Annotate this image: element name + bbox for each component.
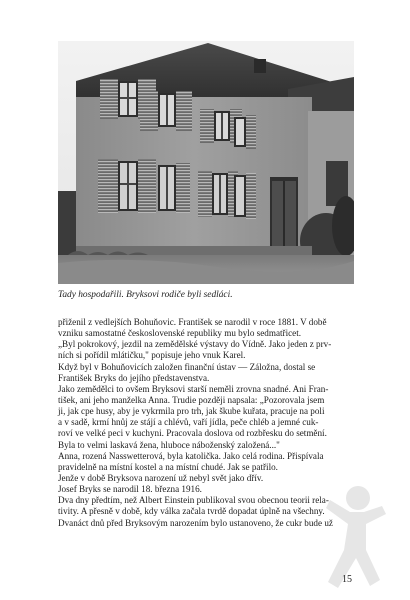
body-line: Josef Bryks se narodil 18. března 1916. bbox=[58, 484, 202, 495]
body-line: ních si pořídil mlátičku," popisuje jeho vnuk Karel. bbox=[58, 350, 246, 361]
body-line: Když byl v Bohuňovicích založen finanční ústav — Záložna, dostal se bbox=[58, 361, 316, 372]
body-line: Anna, rozená Nasswetterová, byla katolička. Jako celá rodina. Přispívala bbox=[58, 450, 324, 461]
mascot-watermark-icon bbox=[300, 470, 410, 600]
body-line: pravidelně na místní kostel a na místní chudé. Jak se patřilo. bbox=[58, 461, 278, 472]
body-line: ji, jak cpe husy, aby je vykrmila pro trh, jak škube kuřata, pracuje na poli bbox=[58, 406, 325, 417]
body-line: tišek, ani jeho manželka Anna. Trudie později napsala: „Pozorovala jsem bbox=[58, 394, 325, 405]
photo-caption: Tady hospodařili. Bryksovi rodiče byli sedláci. bbox=[58, 290, 233, 300]
body-line: Dva dny předtím, než Albert Einstein publikoval svou obecnou teorii rela- bbox=[58, 495, 329, 506]
body-line: roví ve velké peci v kuchyni. Pracovala doslova od rozbřesku do setmění. bbox=[58, 428, 327, 439]
body-line: František Bryks do jejího představenstva. bbox=[58, 372, 210, 383]
body-line: přiženil z vedlejších Bohuňovic. František se narodil v roce 1881. V době bbox=[58, 317, 327, 327]
body-line: a v sadě, krmí hnůj ze stájí a chlévů, vaří jídla, peče chléb a jemné cuk- bbox=[58, 417, 319, 428]
body-line: „Byl pokrokový, jezdil na zemědělské výstavy do Vídně. Jako jeden z prv- bbox=[58, 339, 332, 350]
body-line: Jenže v době Bryksova narození už nebyl svět jako dřív. bbox=[58, 472, 264, 483]
page-number: 15 bbox=[342, 574, 352, 585]
body-line: tivity. A přesně v době, kdy válka začala tvrdě dopadat úplně na všechny. bbox=[58, 506, 325, 517]
body-line: vzniku samostatné československé republiky mu bylo sedmatřicet. bbox=[58, 328, 302, 339]
farmhouse-photo bbox=[58, 41, 354, 284]
body-line: Dvanáct dnů před Bryksovým narozením bylo ustanoveno, že cukr bude už bbox=[58, 517, 333, 528]
farmhouse-photo-illustration bbox=[58, 41, 354, 284]
body-line: Jako zemědělci to ovšem Bryksovi starší neměli zrovna snadné. Ani Fran- bbox=[58, 383, 329, 394]
body-line: Byla to velmi laskavá žena, hluboce náboženský založená..." bbox=[58, 439, 280, 450]
